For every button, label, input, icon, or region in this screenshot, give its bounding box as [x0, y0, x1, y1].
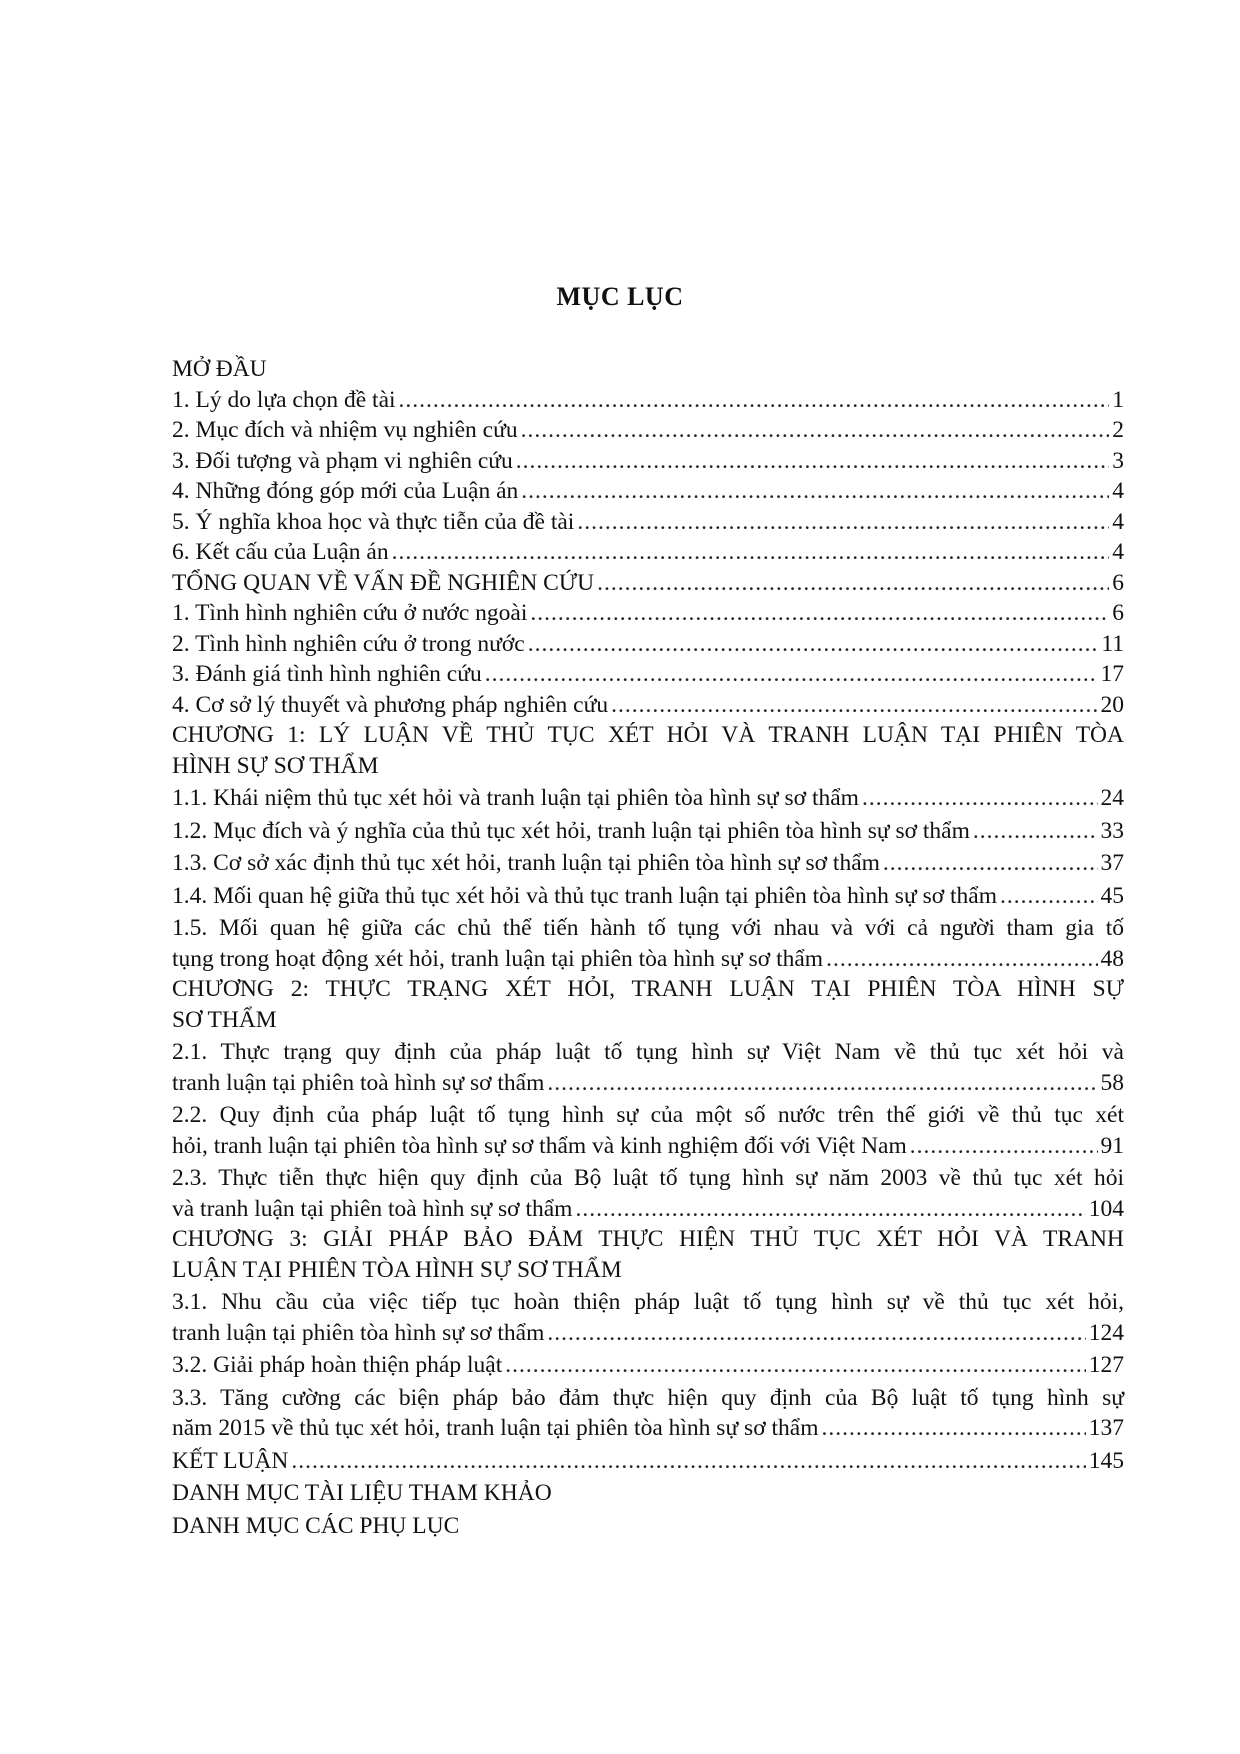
toc-chapter-2-heading-cont[interactable]: SƠ THẨM [172, 1006, 277, 1033]
toc-chapter-3-heading[interactable]: CHƯƠNG 3: GIẢI PHÁP BẢO ĐẢM THỰC HIỆN THỦ TỤC XÉT HỎI VÀ TRANH [172, 1226, 1124, 1252]
toc-chapter-2-heading[interactable]: CHƯƠNG 2: THỰC TRẠNG XÉT HỎI, TRANH LUẬN TẠI PHIÊN TÒA HÌNH SỰ [172, 976, 1124, 1002]
toc-chapter-1-heading-cont[interactable]: HÌNH SỰ SƠ THẨM [172, 752, 379, 779]
toc-entry[interactable] [172, 385, 1124, 416]
toc-page-number: 6 [1112, 569, 1124, 596]
table-of-contents [172, 354, 1124, 1541]
dot-leader [575, 1194, 1085, 1225]
dot-leader [485, 659, 1098, 690]
toc-entry-label: 2. Tình hình nghiên cứu ở trong nước [172, 630, 525, 657]
dot-leader [826, 944, 1097, 975]
toc-entry-overview[interactable] [172, 568, 1124, 599]
dot-leader [577, 507, 1109, 538]
toc-page-number: 4 [1112, 508, 1124, 535]
toc-page-number: 24 [1100, 785, 1124, 811]
toc-chapter-1-heading[interactable]: CHƯƠNG 1: LÝ LUẬN VỀ THỦ TỤC XÉT HỎI VÀ TRANH LUẬN TẠI PHIÊN TÒA [172, 722, 1124, 748]
toc-chapter-3-heading-cont[interactable]: LUẬN TẠI PHIÊN TÒA HÌNH SỰ SƠ THẨM [172, 1256, 622, 1283]
toc-entry[interactable] [172, 881, 1124, 912]
toc-entry-3-3-line1[interactable]: 3.3. Tăng cường các biện pháp bảo đảm thực hiện quy định của Bộ luật tố tụng hình sự [172, 1384, 1124, 1411]
toc-entry-label: năm 2015 về thủ tục xét hỏi, tranh luận tại phiên tòa hình sự sơ thẩm [172, 1415, 819, 1441]
toc-entry-2-2-line2[interactable] [172, 1131, 1124, 1162]
toc-entry-label: 1.1. Khái niệm thủ tục xét hỏi và tranh luận tại phiên tòa hình sự sơ thẩm [172, 785, 859, 811]
toc-entry-label: 1. Lý do lựa chọn đề tài [172, 386, 396, 413]
toc-entry[interactable] [172, 629, 1124, 660]
dot-leader [291, 1446, 1085, 1477]
toc-entry-2-3-line1[interactable]: 2.3. Thực tiễn thực hiện quy định của Bộ luật tố tụng hình sự năm 2003 về thủ tục xét hỏi [172, 1165, 1124, 1191]
dot-leader [822, 1413, 1086, 1444]
toc-entry[interactable] [172, 507, 1124, 538]
dot-leader [1000, 881, 1097, 912]
dot-leader [910, 1131, 1098, 1162]
toc-page-number: 33 [1100, 817, 1124, 844]
toc-entry-label: 4. Cơ sở lý thuyết và phương pháp nghiên cứu [172, 691, 609, 718]
toc-entry[interactable] [172, 659, 1124, 690]
toc-entry-label: 1.2. Mục đích và ý nghĩa của thủ tục xét hỏi, tranh luận tại phiên tòa hình sự sơ thẩm [172, 817, 970, 844]
toc-entry-conclusion[interactable] [172, 1446, 1124, 1477]
page-title: MỤC LỤC [556, 282, 684, 311]
toc-page-number: 11 [1101, 630, 1124, 657]
toc-page-number: 58 [1100, 1069, 1124, 1096]
toc-entry[interactable] [172, 690, 1124, 721]
toc-page-number: 20 [1100, 691, 1124, 718]
toc-entry-references[interactable]: DANH MỤC TÀI LIỆU THAM KHẢO [172, 1480, 552, 1506]
toc-page-number: 3 [1112, 447, 1124, 474]
toc-entry[interactable] [172, 537, 1124, 568]
toc-page-number: 48 [1100, 945, 1124, 972]
toc-page-number: 4 [1112, 539, 1124, 565]
toc-entry[interactable] [172, 476, 1124, 507]
toc-page-number: 6 [1112, 600, 1124, 626]
toc-heading-intro: MỞ ĐẦU [172, 356, 267, 382]
toc-page-number: 137 [1088, 1415, 1124, 1441]
toc-entry-2-1-line1[interactable]: 2.1. Thực trạng quy định của pháp luật tố tụng hình sự Việt Nam về thủ tục xét hỏi và [172, 1039, 1124, 1065]
dot-leader [883, 848, 1098, 879]
toc-entry-2-2-line1[interactable]: 2.2. Quy định của pháp luật tố tụng hình sự của một số nước trên thế giới về thủ tục xét [172, 1102, 1124, 1128]
toc-entry-label: và tranh luận tại phiên toà hình sự sơ thẩm [172, 1195, 573, 1222]
dot-leader [528, 629, 1099, 660]
toc-page-number: 45 [1100, 882, 1124, 909]
toc-entry-1-5-line2[interactable] [172, 944, 1124, 975]
toc-entry[interactable] [172, 816, 1124, 847]
toc-entry-label: 2. Mục đích và nhiệm vụ nghiên cứu [172, 417, 518, 443]
toc-entry-label: 5. Ý nghĩa khoa học và thực tiễn của đề tài [172, 508, 575, 535]
toc-page-number: 124 [1088, 1319, 1124, 1346]
toc-page-number: 1 [1112, 386, 1124, 413]
toc-entry[interactable] [172, 598, 1124, 629]
toc-entry-label: 3.2. Giải pháp hoàn thiện pháp luật [172, 1352, 503, 1378]
toc-entry-2-3-line2[interactable] [172, 1194, 1124, 1225]
toc-entry[interactable] [172, 415, 1124, 446]
dot-leader [547, 1318, 1085, 1349]
toc-page-number: 104 [1088, 1195, 1124, 1222]
toc-page-number: 127 [1088, 1352, 1124, 1378]
toc-entry-2-1-line2[interactable] [172, 1068, 1124, 1099]
dot-leader [516, 446, 1110, 477]
toc-entry-label: 1.3. Cơ sở xác định thủ tục xét hỏi, tranh luận tại phiên tòa hình sự sơ thẩm [172, 850, 880, 876]
toc-entry-label: hỏi, tranh luận tại phiên tòa hình sự sơ thẩm và kinh nghiệm đối với Việt Nam [172, 1132, 907, 1159]
dot-leader [547, 1068, 1097, 1099]
dot-leader [505, 1350, 1086, 1381]
toc-page-number: 91 [1100, 1132, 1124, 1159]
toc-entry-3-3-line2[interactable] [172, 1413, 1124, 1444]
toc-entry[interactable] [172, 848, 1124, 879]
dot-leader [862, 783, 1098, 814]
toc-page-number: 145 [1088, 1447, 1124, 1474]
dot-leader [392, 537, 1110, 568]
toc-entry-label: KẾT LUẬN [172, 1447, 289, 1474]
toc-entry-label: 1.4. Mối quan hệ giữa thủ tục xét hỏi và thủ tục tranh luận tại phiên tòa hình sự sơ thẩm [172, 882, 998, 909]
dot-leader [973, 816, 1098, 847]
toc-entry-label: tranh luận tại phiên tòa hình sự sơ thẩm [172, 1319, 545, 1346]
toc-entry-label: 3. Đối tượng và phạm vi nghiên cứu [172, 447, 513, 474]
toc-entry-label: 6. Kết cấu của Luận án [172, 539, 389, 565]
dot-leader [399, 385, 1110, 416]
toc-page-number: 37 [1100, 850, 1124, 876]
toc-entry-label: 4. Những đóng góp mới của Luận án [172, 478, 519, 504]
toc-page-number: 17 [1100, 661, 1124, 687]
toc-entry-appendix[interactable]: DANH MỤC CÁC PHỤ LỤC [172, 1512, 460, 1539]
toc-entry-label: tụng trong hoạt động xét hỏi, tranh luận tại phiên tòa hình sự sơ thẩm [172, 945, 824, 972]
dot-leader [521, 415, 1110, 446]
toc-page-number: 2 [1112, 417, 1124, 443]
dot-leader [597, 568, 1109, 599]
toc-entry[interactable] [172, 446, 1124, 477]
toc-entry-1-5-line1[interactable]: 1.5. Mối quan hệ giữa các chủ thể tiến hành tố tụng với nhau và với cả người tham gia tố [172, 915, 1124, 941]
dot-leader [611, 690, 1097, 721]
toc-entry-label: 1. Tình hình nghiên cứu ở nước ngoài [172, 600, 528, 626]
toc-entry[interactable] [172, 783, 1124, 814]
dot-leader [530, 598, 1109, 629]
toc-entry-3-1-line1[interactable]: 3.1. Nhu cầu của việc tiếp tục hoàn thiện pháp luật tố tụng hình sự về thủ tục xét hỏi, [172, 1289, 1124, 1315]
dot-leader [521, 476, 1109, 507]
toc-entry-label: 3. Đánh giá tình hình nghiên cứu [172, 661, 482, 687]
toc-entry-label: TỔNG QUAN VỀ VẤN ĐỀ NGHIÊN CỨU [172, 569, 595, 596]
toc-entry-3-2[interactable] [172, 1350, 1124, 1381]
toc-page-number: 4 [1112, 478, 1124, 504]
toc-entry-3-1-line2[interactable] [172, 1318, 1124, 1349]
toc-entry-label: tranh luận tại phiên toà hình sự sơ thẩm [172, 1069, 545, 1096]
